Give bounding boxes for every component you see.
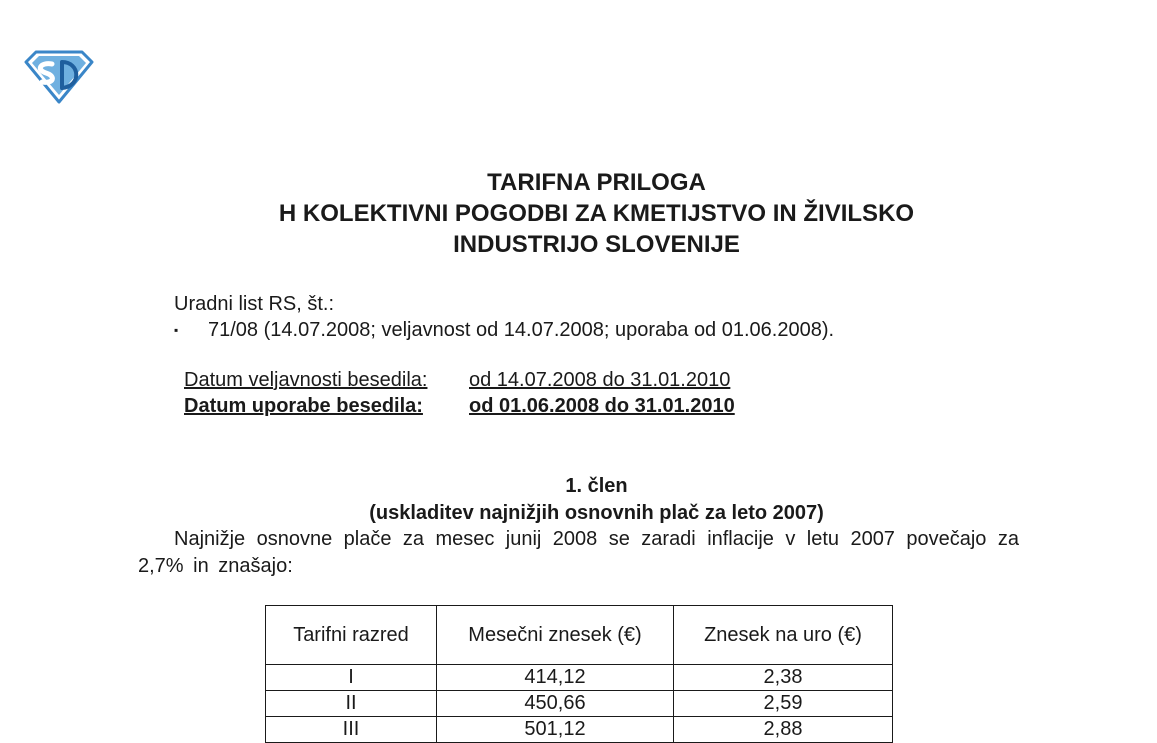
table-cell: 2,88 [674,717,893,743]
official-gazette-block [174,291,834,343]
union-logo-icon [22,48,96,104]
square-bullet-icon: ▪ [174,323,179,337]
table-cell: 2,38 [674,665,893,691]
table-cell: II [266,691,437,717]
table-row [266,691,893,717]
validity-date-label: Datum veljavnosti besedila: [184,369,428,391]
table-row [266,717,893,743]
article-paragraph: Najnižje osnovne plače za mesec junij 2008 se zaradi inflacije v letu 2007 povečajo za 2,7% in znašajo: [138,528,1019,577]
article-number: 1. člen [565,475,628,497]
column-header-hourly-amount: Znesek na uro (€) [674,606,893,665]
title-line-2: H KOLEKTIVNI POGODBI ZA KMETIJSTVO IN ŽIVILSKO [278,200,915,227]
application-date-label: Datum uporabe besedila: [184,395,423,417]
article-subtitle: (uskladitev najnižjih osnovnih plač za leto 2007) [369,502,824,524]
document-title [0,167,1157,260]
table-cell: 414,12 [437,665,674,691]
gazette-entry-row [174,317,834,343]
table-cell: I [266,665,437,691]
tariff-table [265,605,893,743]
application-date-value: od 01.06.2008 do 31.01.2010 [469,395,735,417]
title-line-3: INDUSTRIJO SLOVENIJE [453,231,740,258]
dates-block [184,367,735,419]
column-header-tariff-class: Tarifni razred [266,606,437,665]
table-cell: 450,66 [437,691,674,717]
column-header-monthly-amount: Mesečni znesek (€) [437,606,674,665]
validity-date-row [184,367,735,393]
application-date-row [184,393,735,419]
table-row [266,665,893,691]
gazette-entry: 71/08 (14.07.2008; veljavnost od 14.07.2008; uporaba od 01.06.2008). [208,319,835,341]
title-line-1: TARIFNA PRILOGA [487,169,706,196]
table-cell: III [266,717,437,743]
validity-date-value: od 14.07.2008 do 31.01.2010 [469,369,731,391]
table-cell: 501,12 [437,717,674,743]
gazette-label: Uradni list RS, št.: [174,293,335,315]
table-header-row [266,606,893,665]
article-heading [0,473,1157,527]
table-cell: 2,59 [674,691,893,717]
